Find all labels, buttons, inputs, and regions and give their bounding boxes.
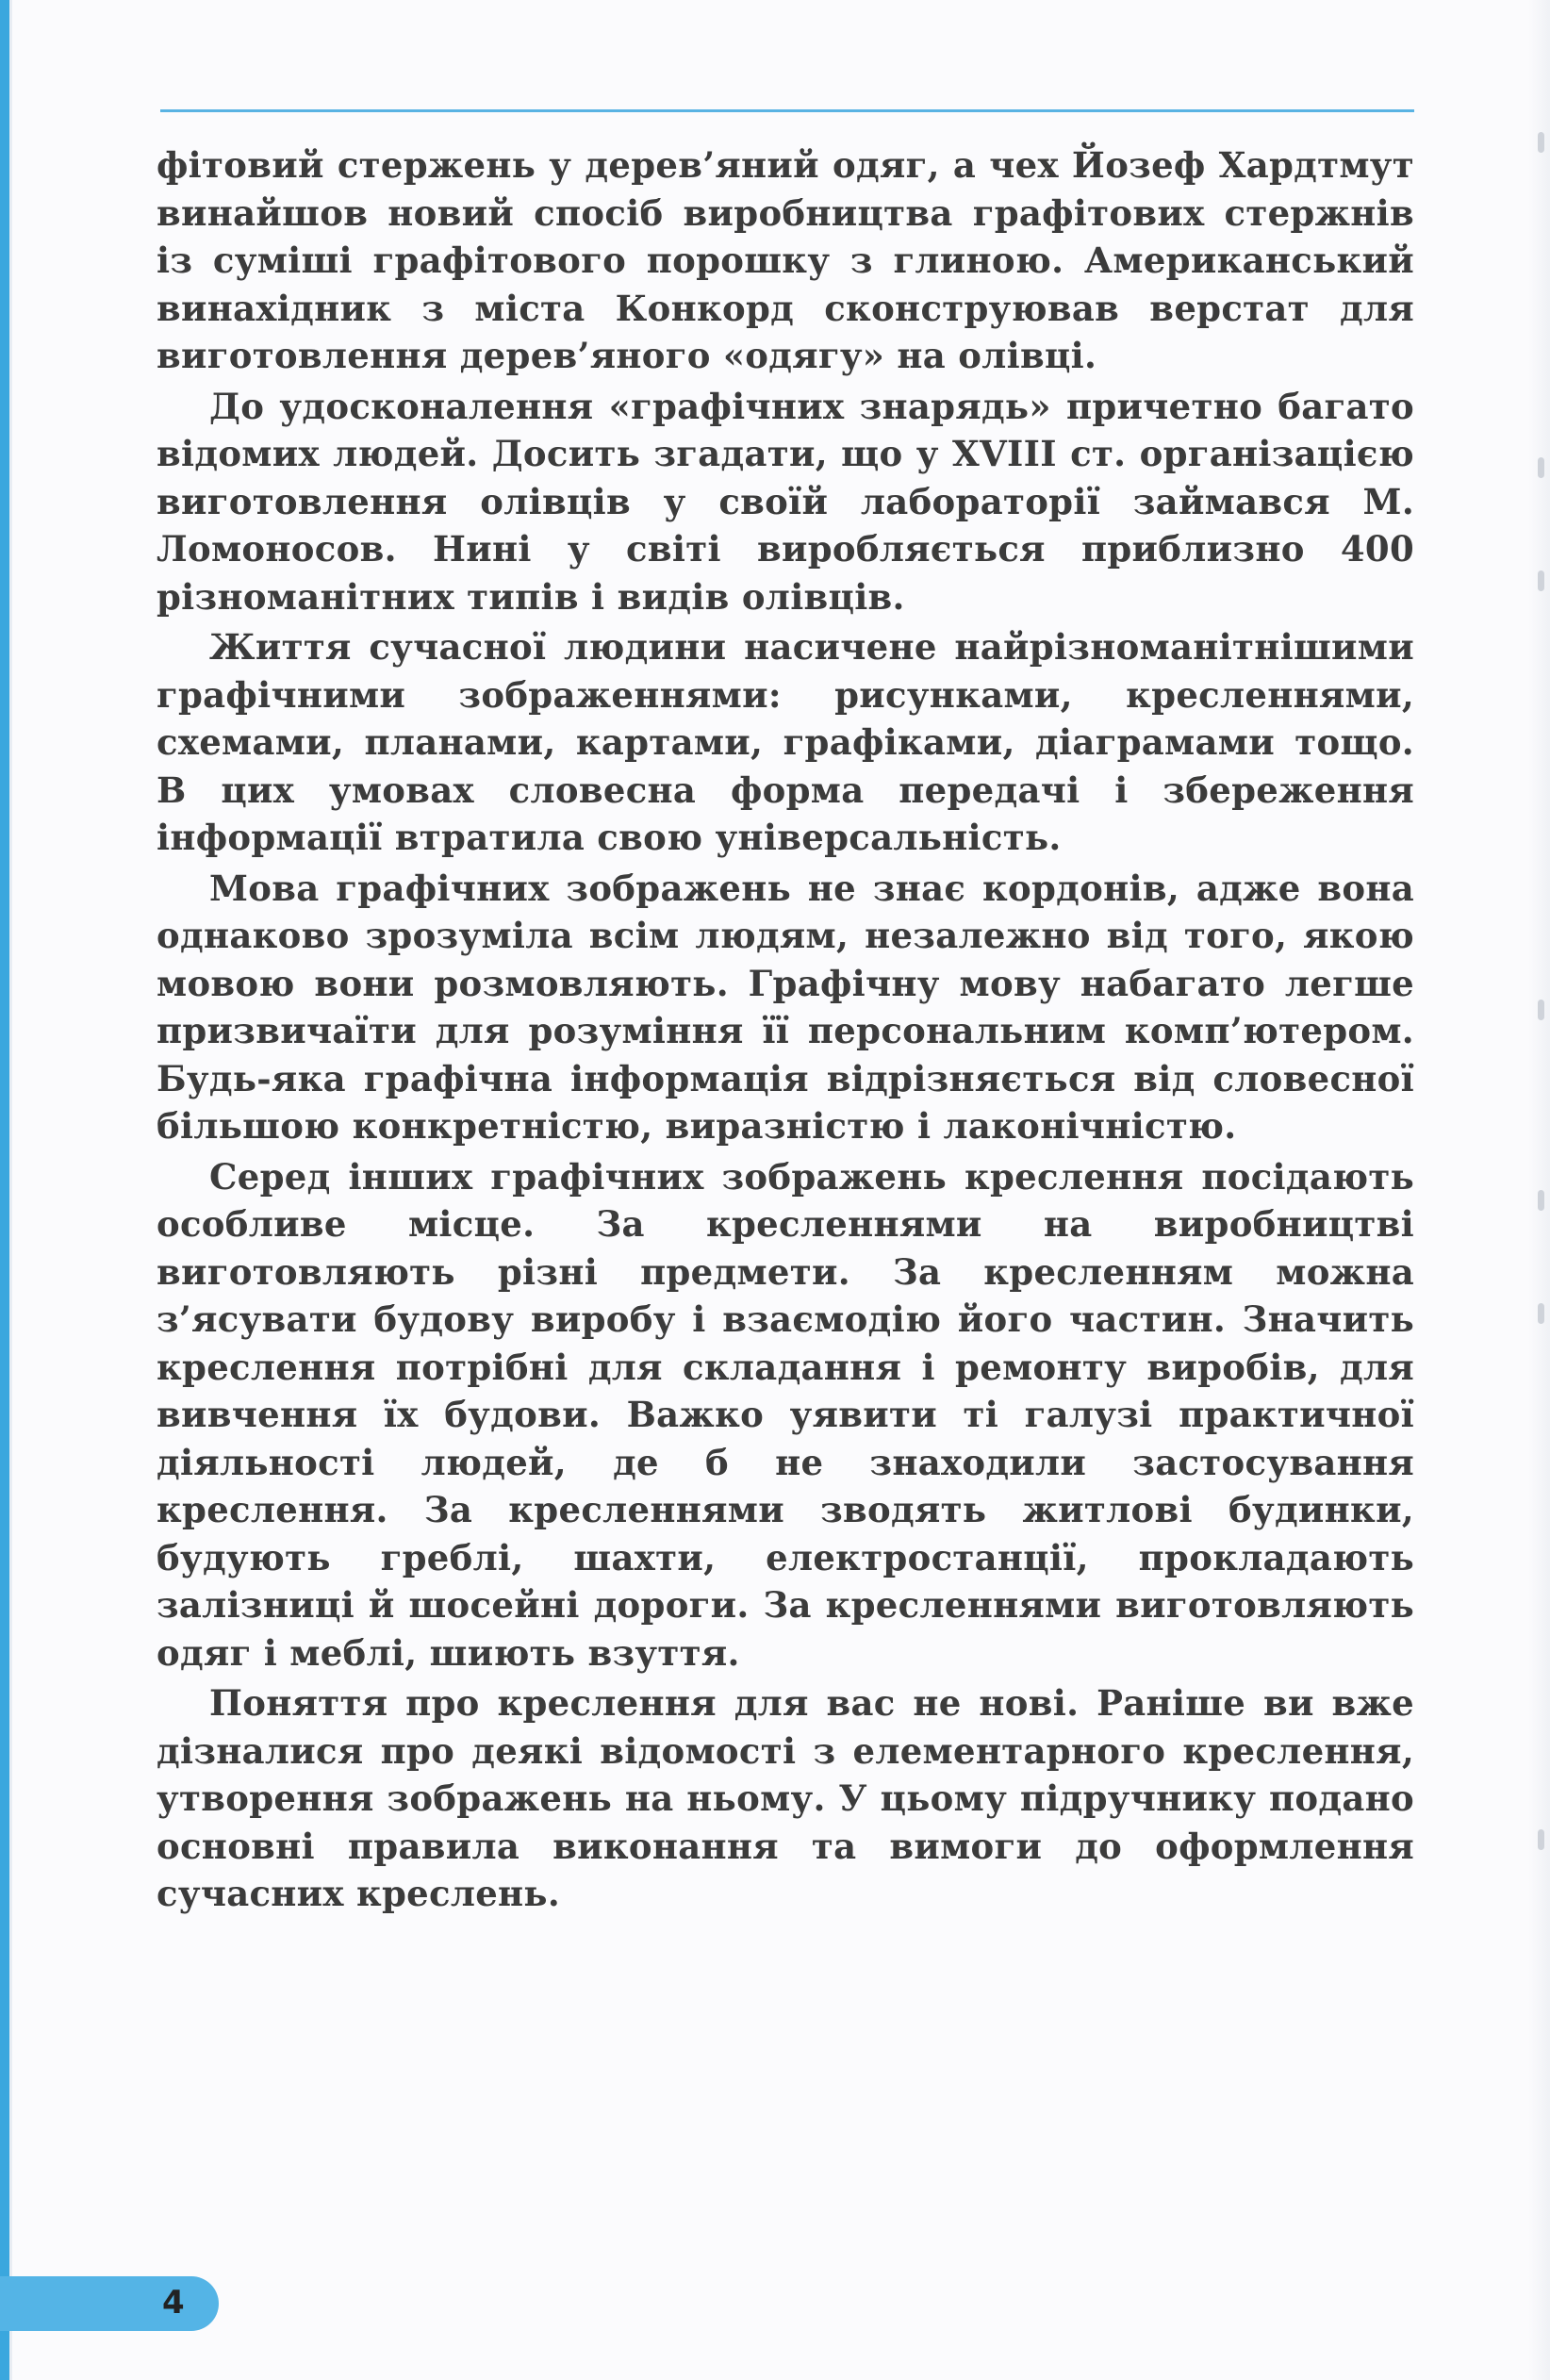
binding-mark <box>1538 1000 1544 1020</box>
header-rule <box>160 109 1414 112</box>
page-number-tab <box>0 2276 219 2331</box>
binding-mark <box>1538 132 1544 153</box>
paragraph: Серед інших графічних зображень креслення посідають особливе місце. За кресленнями на виробництві виготовляють різні предмети. За кресленням можна з’ясувати будову виробу і взаємодію його частин. Значить креслення потрібні для складання і ремонту виробів, для вивчення їх будови. Важко уявити ті галузі практичної діяльності людей, де б не знаходили застосування креслення. За кресленнями зводять житлові будинки, будують греблі, шахти, електростанції, прокладають залізниці й шосейні дороги. За кресленнями виготовляють одяг і меблі, шиють взуття. <box>157 1155 1414 1674</box>
binding-mark <box>1538 1829 1544 1850</box>
page-edge-binding <box>0 0 9 2380</box>
binding-mark <box>1538 457 1544 478</box>
paragraph: фітовий стержень у дерев’яний одяг, а чех Йозеф Хардтмут винайшов новий спосіб виробництва графітових стержнів із суміші графітового порошку з глиною. Американський винахідник з міста Конкорд сконструював верстат для виготовлення дерев’яного «одягу» на олівці. <box>157 144 1414 376</box>
page-number: 4 <box>162 2284 185 2322</box>
binding-mark <box>1538 1303 1544 1324</box>
body-text <box>157 141 1414 1921</box>
paragraph: До удосконалення «графічних знарядь» причетно багато відомих людей. Досить згадати, що у XVIII ст. організацією виготовлення олівців у своїй лабораторії займався М. Ломоносов. Нині у світі виробляється приблизно 400 різноманітних типів і видів олівців. <box>157 385 1414 618</box>
paragraph: Життя сучасної людини насичене найрізноманітнішими графічними зображеннями: рисунками, кресленнями, схемами, планами, картами, графіками, діаграмами тощо. В цих умовах словесна форма передачі і збереження інформації втратила свою універсальність. <box>157 626 1414 858</box>
binding-mark <box>1538 570 1544 591</box>
binding-mark <box>1538 1190 1544 1211</box>
paragraph: Поняття про креслення для вас не нові. Раніше ви вже дізналися про деякі відомості з елементарного креслення, утворення зображень на ньому. У цьому підручнику подано основні правила виконання та вимоги до оформлення сучасних креслень. <box>157 1682 1414 1914</box>
paragraph: Мова графічних зображень не знає кордонів, адже вона однаково зрозуміла всім людям, незалежно від того, якою мовою вони розмовляють. Графічну мову набагато легше призвичаїти для розуміння її персональним комп’ютером. Будь-яка графічна інформація відрізняється від словесної більшою конкретністю, виразністю і лаконічністю. <box>157 867 1414 1147</box>
